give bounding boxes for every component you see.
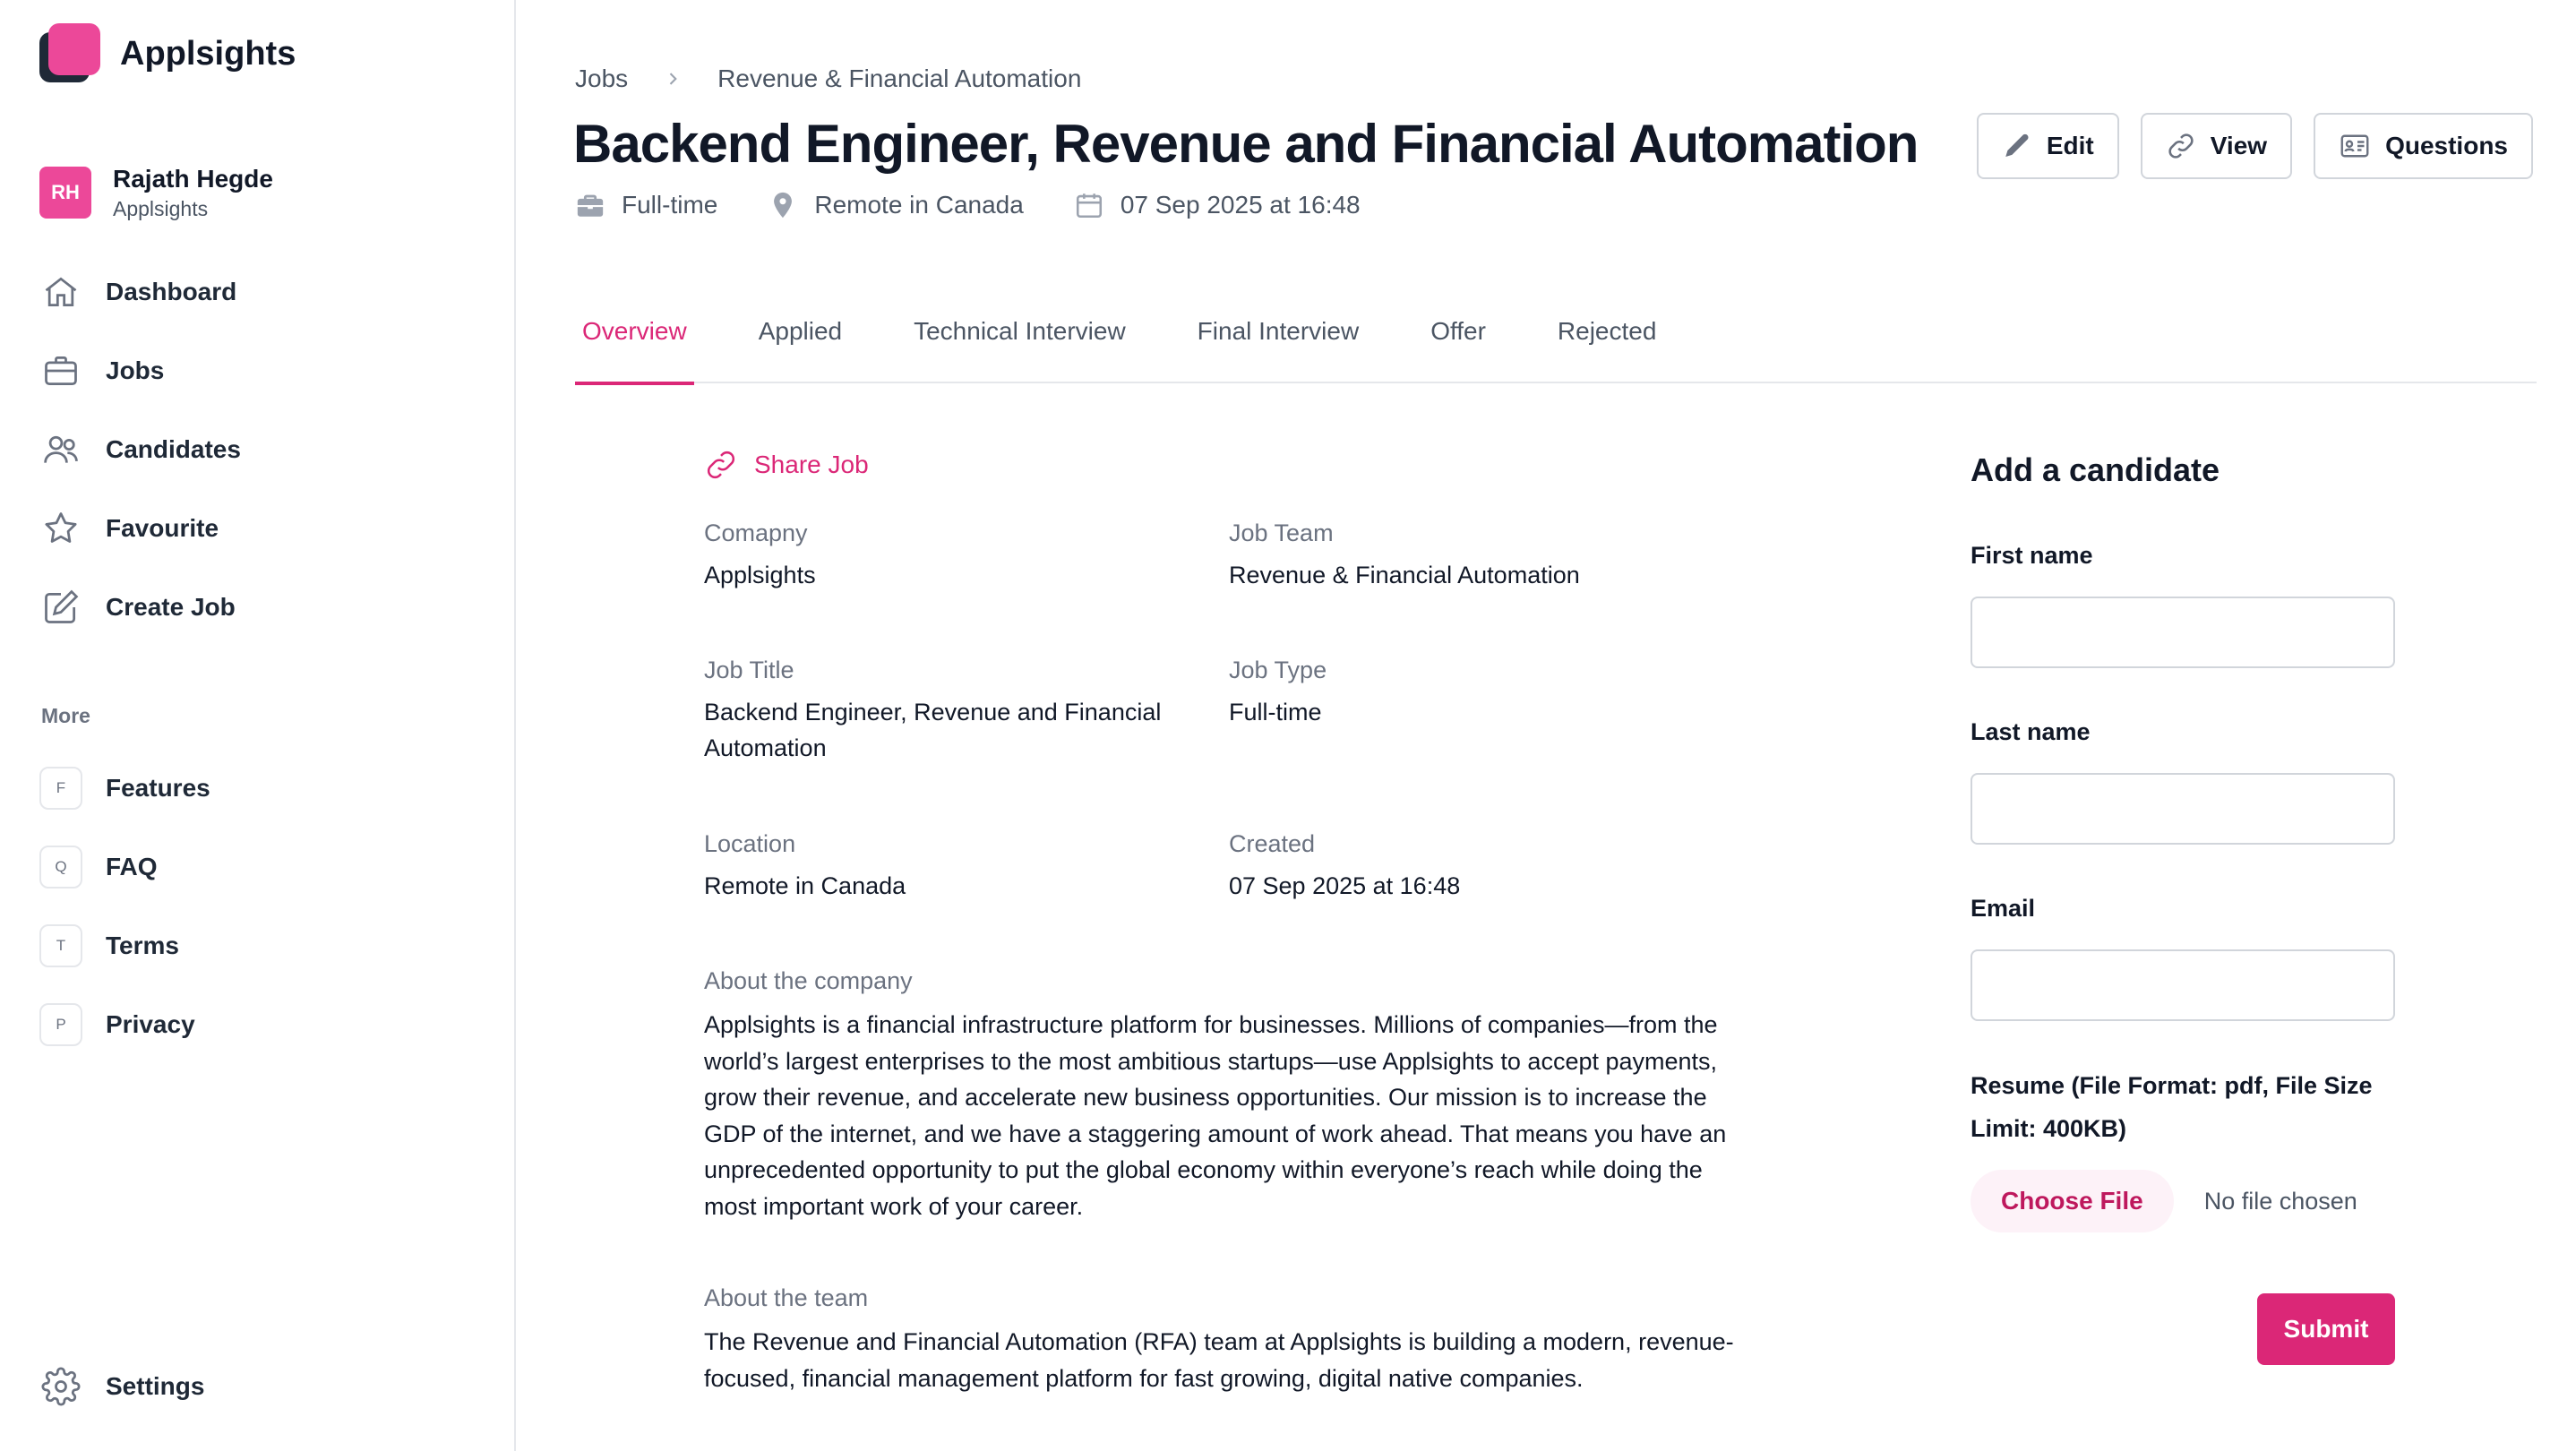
breadcrumb: [575, 64, 1081, 93]
company-label: Comapny: [704, 519, 808, 546]
sidebar: [0, 0, 516, 1451]
brand[interactable]: [39, 23, 296, 84]
job-meta: [575, 190, 1411, 220]
last-name-label: Last name: [1971, 718, 2091, 745]
sidebar-item-create-job[interactable]: [39, 568, 487, 647]
location-label: Location: [704, 830, 796, 857]
calendar-icon: [1074, 190, 1104, 220]
app-logo: [39, 23, 100, 84]
sidebar-item-label: Dashboard: [106, 278, 237, 305]
resume-file-input: [1971, 1170, 2357, 1232]
link-icon: [2166, 131, 2196, 161]
form-title: Add a candidate: [1971, 451, 2220, 488]
sidebar-item-label: Privacy: [106, 1010, 195, 1038]
tab-final-interview[interactable]: Final Interview: [1197, 317, 1360, 345]
gear-icon: [39, 1365, 82, 1408]
about-company-label: About the company: [704, 967, 913, 994]
job-type: Full-time: [622, 191, 718, 219]
sidebar-item-settings[interactable]: [39, 1347, 487, 1426]
location-value: Remote in Canada: [704, 872, 906, 899]
letter-badge: F: [39, 767, 82, 810]
edit-icon: [39, 586, 82, 629]
job-location: Remote in Canada: [814, 191, 1024, 219]
tab-bar: [575, 305, 2537, 383]
sidebar-item-label: Jobs: [106, 356, 165, 384]
view-button[interactable]: View: [2141, 113, 2292, 179]
about-team-label: About the team: [704, 1284, 869, 1311]
app-name: Applsights: [120, 34, 296, 73]
sidebar-item-dashboard[interactable]: [39, 253, 487, 331]
job-type-value: Full-time: [1229, 699, 1322, 726]
user-name: Rajath Hegde: [113, 165, 273, 193]
sidebar-item-label: Create Job: [106, 593, 236, 621]
user-org: Applsights: [113, 197, 209, 220]
main-nav: [39, 253, 487, 647]
sidebar-item-favourite[interactable]: [39, 489, 487, 568]
users-icon: [39, 428, 82, 471]
first-name-field[interactable]: [1971, 597, 2395, 668]
edit-button[interactable]: Edit: [1977, 113, 2119, 179]
job-title-value: Backend Engineer, Revenue and Financial Automation: [704, 699, 1162, 761]
last-name-field[interactable]: [1971, 773, 2395, 845]
link-icon: [704, 448, 738, 482]
file-status: No file chosen: [2203, 1187, 2357, 1215]
job-actions: [1955, 113, 2533, 179]
sidebar-item-label: Candidates: [106, 435, 241, 463]
more-section-label: More: [41, 704, 90, 727]
more-nav: [39, 749, 487, 1064]
avatar: RH: [39, 167, 91, 219]
sidebar-item-privacy[interactable]: [39, 985, 487, 1064]
star-icon: [39, 507, 82, 550]
sidebar-item-label: Settings: [106, 1372, 205, 1400]
tab-overview[interactable]: Overview: [575, 305, 694, 383]
sidebar-item-label: FAQ: [106, 853, 158, 880]
page-title: Backend Engineer, Revenue and Financial Automation: [573, 114, 1919, 174]
job-type-label: Job Type: [1229, 657, 1327, 683]
letter-badge: Q: [39, 846, 82, 889]
resume-label: Resume (File Format: pdf, File Size Limit: 400KB): [1971, 1072, 2373, 1142]
team-label: Job Team: [1229, 519, 1334, 546]
briefcase-icon: [575, 190, 605, 220]
id-card-icon: [2339, 130, 2371, 162]
first-name-label: First name: [1971, 542, 2093, 569]
location-pin-icon: [768, 190, 798, 220]
user-profile[interactable]: [39, 163, 273, 222]
sidebar-item-candidates[interactable]: [39, 410, 487, 489]
briefcase-icon: [39, 349, 82, 392]
email-field[interactable]: [1971, 949, 2395, 1021]
sidebar-item-label: Terms: [106, 932, 179, 959]
created-label: Created: [1229, 830, 1316, 857]
tab-rejected[interactable]: Rejected: [1557, 317, 1657, 345]
sidebar-item-label: Favourite: [106, 514, 219, 542]
about-company-text: Applsights is a financial infrastructure platform for businesses. Millions of companies—from the world’s largest enterprises to the most ambitious startups—use Applsights to accept payments, grow their revenue, and accelerate new business opportunities. Our mission is to increase the GDP of the internet, and we have a staggering amount of work ahead. That means you have an unprecedented opportunity to put the global economy within everyone’s reach while doing the most important work of your career.: [704, 1011, 1727, 1220]
sidebar-item-label: Features: [106, 774, 210, 802]
tab-applied[interactable]: Applied: [758, 317, 843, 345]
sidebar-item-terms[interactable]: [39, 906, 487, 985]
job-created: 07 Sep 2025 at 16:48: [1120, 191, 1361, 219]
chevron-right-icon: [664, 70, 682, 88]
job-title-label: Job Title: [704, 657, 794, 683]
tab-offer[interactable]: Offer: [1430, 317, 1486, 345]
sidebar-item-features[interactable]: [39, 749, 487, 828]
letter-badge: P: [39, 1003, 82, 1046]
email-label: Email: [1971, 895, 2036, 922]
team-value: Revenue & Financial Automation: [1229, 562, 1580, 588]
sidebar-item-faq[interactable]: [39, 828, 487, 906]
created-value: 07 Sep 2025 at 16:48: [1229, 872, 1461, 899]
breadcrumb-current[interactable]: Revenue & Financial Automation: [717, 64, 1082, 92]
pencil-icon: [2002, 131, 2032, 161]
submit-button[interactable]: Submit: [2257, 1293, 2395, 1365]
company-value: Applsights: [704, 562, 816, 588]
questions-button[interactable]: Questions: [2314, 113, 2533, 179]
sidebar-item-jobs[interactable]: [39, 331, 487, 410]
choose-file-button[interactable]: Choose File: [1971, 1170, 2174, 1232]
tab-technical-interview[interactable]: Technical Interview: [914, 317, 1126, 345]
home-icon: [39, 270, 82, 313]
letter-badge: T: [39, 924, 82, 967]
settings-nav: [39, 1347, 487, 1426]
about-team-text: The Revenue and Financial Automation (RFA) team at Applsights is building a modern, revenue-focused, financial management platform for fast growing, digital native companies.: [704, 1328, 1734, 1392]
share-job-link[interactable]: Share Job: [704, 448, 869, 482]
breadcrumb-jobs-link[interactable]: Jobs: [575, 64, 629, 92]
